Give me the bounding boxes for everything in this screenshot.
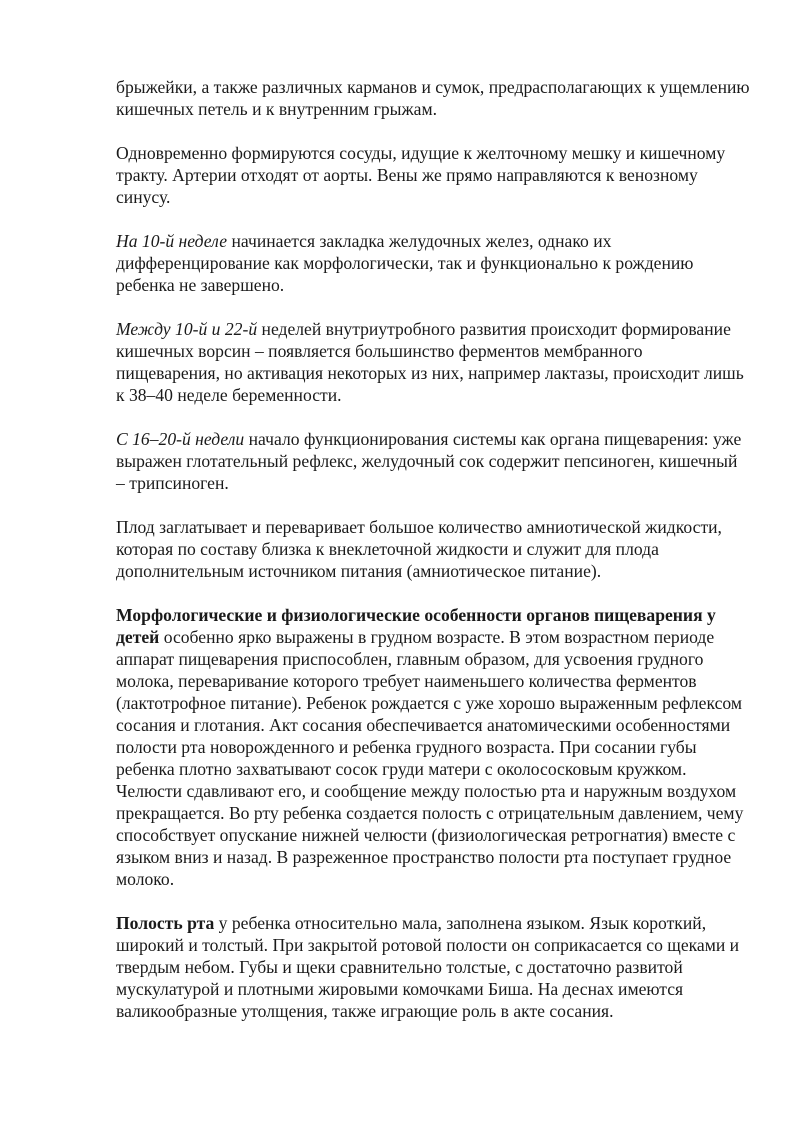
paragraph-text: брыжейки, а также различных карманов и сумок, предрасполагающих к ущемлению кишечных петель и к внутренним грыжам.: [116, 77, 750, 119]
paragraph-lead-bold: Морфологические и физиологические особенности органов пищеварения у детей: [116, 605, 716, 647]
paragraph-lead-italic: С 16–20-й недели: [116, 429, 245, 449]
paragraph-mesentery: [116, 76, 750, 120]
paragraph-text: начинается закладка желудочных желез, однако их дифференцирование как морфологически, так и функционально к рождению ребенка не завершено.: [116, 231, 694, 295]
paragraph-text: неделей внутриутробного развития происходит формирование кишечных ворсин – появляется большинство ферментов мембранного пищеварения, но активация некоторых из них, например лактазы, происходит лишь к 38–40 неделе беременности.: [116, 319, 744, 405]
paragraph-text: особенно ярко выражены в грудном возрасте. В этом возрастном периоде аппарат пищеварения приспособлен, главным образом, для усвоения грудного молока, переваривание которого требует наименьшего количества ферментов (лактотрофное питание). Ребенок рождается с уже хорошо выраженным рефлексом сосания и глотания. Акт сосания обеспечивается анатомическими особенностями полости рта новорожденного и ребенка грудного возраста. При сосании губы ребенка плотно захватывают сосок груди матери с околососковым кружком. Челюсти сдавливают его, и сообщение между полостью рта и наружным воздухом прекращается. Во рту ребенка создается полость с отрицательным давлением, чему способствует опускание нижней челюсти (физиологическая ретрогнатия) вместе с языком вниз и назад. В разреженное пространство полости рта поступает грудное молоко.: [116, 627, 744, 889]
paragraph-lead-italic: Между 10-й и 22-й: [116, 319, 258, 339]
document-body: [116, 76, 750, 1022]
paragraph-text: начало функционирования системы как органа пищеварения: уже выражен глотательный рефлекс, желудочный сок содержит пепсиноген, кишечный – трипсиноген.: [116, 429, 742, 493]
paragraph-text: Плод заглатывает и переваривает большое количество амниотической жидкости, которая по составу близка к внеклеточной жидкости и служит для плода дополнительным источником питания (амниотическое питание).: [116, 517, 722, 581]
paragraph-vessels: [116, 142, 750, 208]
paragraph-lead-bold: Полость рта: [116, 913, 215, 933]
paragraph-digestion-features: [116, 604, 750, 890]
paragraph-amniotic: [116, 516, 750, 582]
paragraph-oral-cavity: [116, 912, 750, 1022]
paragraph-text: Одновременно формируются сосуды, идущие к желточному мешку и кишечному тракту. Артерии отходят от аорты. Вены же прямо направляются к венозному синусу.: [116, 143, 726, 207]
paragraph-lead-italic: На 10-й неделе: [116, 231, 228, 251]
paragraph-week-10-22: [116, 318, 750, 406]
paragraph-week-10: [116, 230, 750, 296]
paragraph-week-16-20: [116, 428, 750, 494]
paragraph-text: у ребенка относительно мала, заполнена языком. Язык короткий, широкий и толстый. При закрытой ротовой полости он соприкасается со щеками и твердым небом. Губы и щеки сравнительно толстые, с достаточно развитой мускулатурой и плотными жировыми комочками Биша. На деснах имеются валикообразные утолщения, также играющие роль в акте сосания.: [116, 913, 740, 1021]
